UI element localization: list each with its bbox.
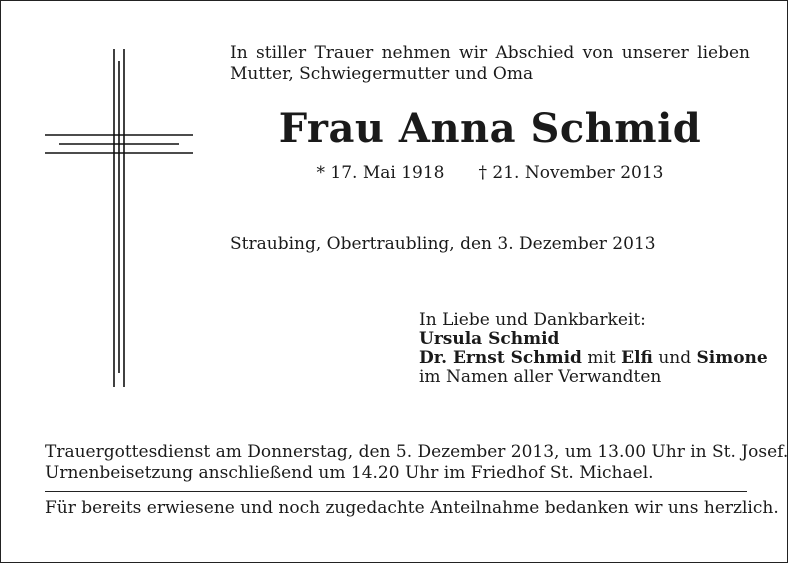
service-line-1: Trauergottesdienst am Donnerstag, den 5. Dezember 2013, um 13.00 Uhr in St. Josef. — [45, 442, 789, 462]
intro-line-1: In stiller Trauer nehmen wir Abschied von unserer lieben — [230, 43, 750, 63]
cross-icon — [1, 1, 231, 401]
signer-ernst: Dr. Ernst Schmid — [419, 348, 582, 368]
intro-text — [230, 43, 750, 85]
divider — [45, 491, 747, 492]
signers-heading: In Liebe und Dankbarkeit: — [419, 310, 646, 330]
service-info — [45, 442, 788, 484]
signers-block — [419, 311, 768, 387]
birth-date: * 17. Mai 1918 — [316, 163, 445, 183]
thanks-text: Für bereits erwiesene und noch zugedachte Anteilnahme bedanken wir uns herzlich. — [45, 498, 779, 518]
life-dates — [230, 163, 750, 184]
signer-simone: Simone — [696, 348, 768, 368]
intro-line-2: Mutter, Schwiegermutter und Oma — [230, 64, 534, 84]
signers-relatives: im Namen aller Verwandten — [419, 367, 662, 387]
death-date: † 21. November 2013 — [478, 163, 664, 183]
signer-line-family — [419, 349, 768, 368]
deceased-name: Frau Anna Schmid — [278, 105, 702, 152]
signer-ursula: Ursula Schmid — [419, 329, 560, 349]
signer-elfi: Elfi — [621, 348, 653, 368]
signer-conj-mit: mit — [587, 348, 616, 368]
place-date: Straubing, Obertraubling, den 3. Dezember 2013 — [230, 234, 656, 254]
signer-conj-und: und — [658, 348, 692, 368]
service-line-2: Urnenbeisetzung anschließend um 14.20 Uhr im Friedhof St. Michael. — [45, 463, 654, 483]
